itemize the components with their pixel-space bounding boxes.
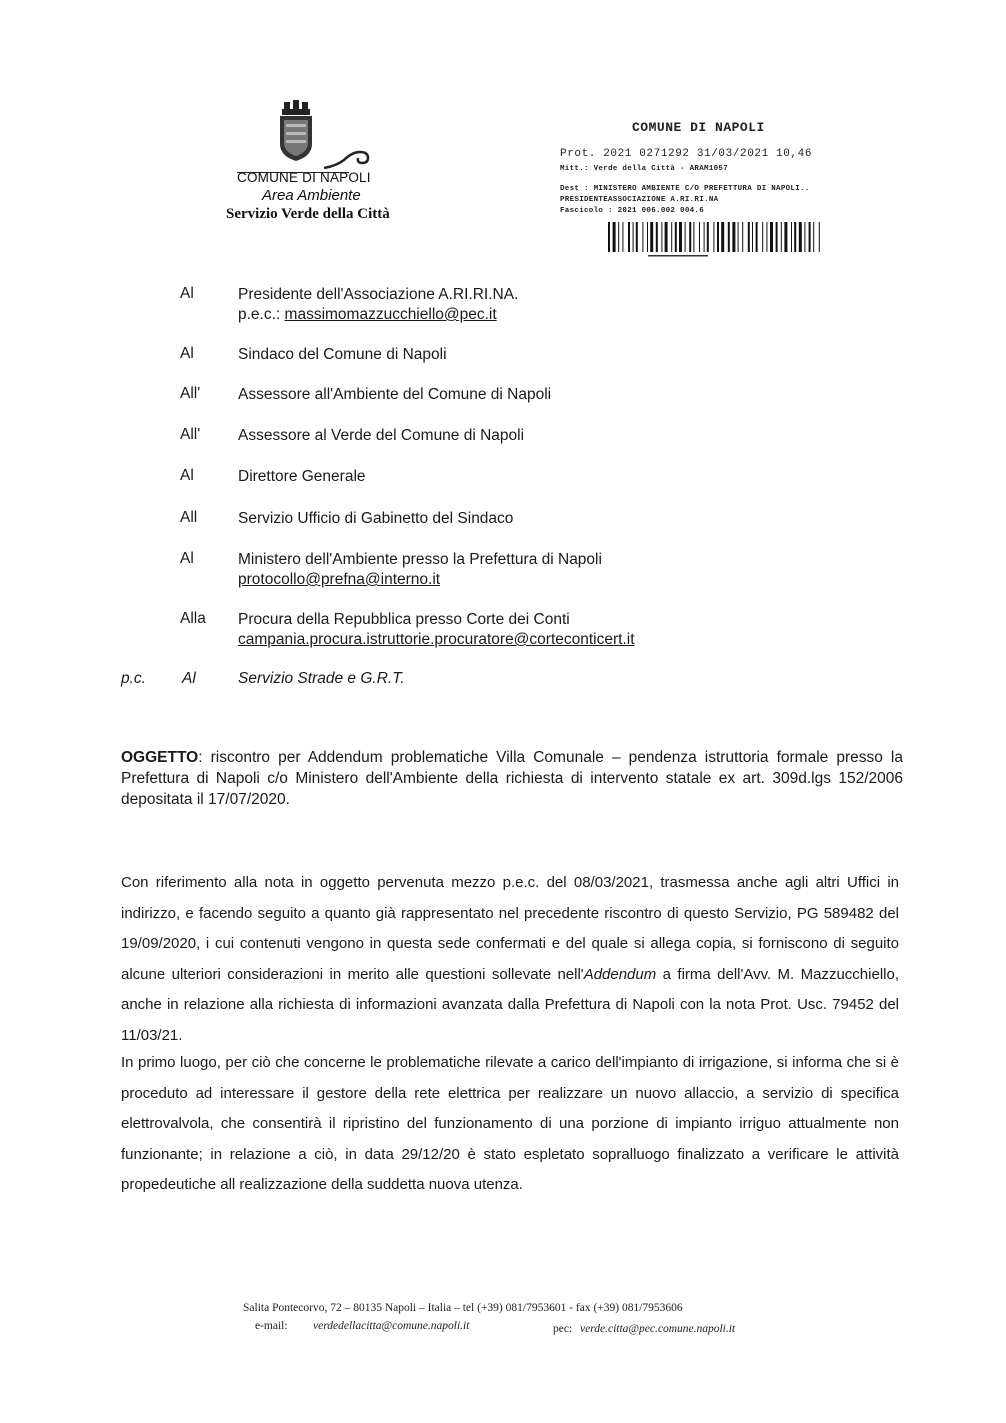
letterhead-servizio: Servizio Verde della Città	[226, 206, 390, 222]
protocol-barcode	[608, 222, 822, 258]
recipient-name: Servizio Ufficio di Gabinetto del Sindaco	[238, 510, 514, 527]
body-paragraph: In primo luogo, per ciò che concerne le problematiche rilevate a carico dell'impianto di irrigazione, si informa che si è proceduto ad interessare il gestore della rete elettrica per realizzare un nuovo allaccio, a servizio di specifica elettrovalvola, che consentirà il ripristino del funzionamento di una porzione di impianto irriguo attualmente non funzionante; in relazione a ciò, in data 29/12/20 è stato espletato sopralluogo finalizzato a verificare le attività propedeutiche all realizzazione della suddetta nuova utenza.	[121, 1054, 899, 1194]
subject-label: OGGETTO	[121, 749, 199, 766]
stamp-fascicolo-line: Fascicolo : 2021 006.002 004.6	[560, 207, 705, 215]
recipient-pec-link[interactable]: massimomazzucchiello@pec.it	[284, 306, 497, 323]
recipient-email-link[interactable]: campania.procura.istruttorie.procuratore@corteconticert.it	[238, 631, 635, 648]
barcode-bar	[618, 222, 619, 252]
recipient-name: Ministero dell'Ambiente presso la Prefettura di Napoli	[238, 551, 602, 568]
recipient-prefix: Alla	[180, 610, 206, 627]
stamp-protocol-line: Prot. 2021 0271292 31/03/2021 10,46	[560, 148, 813, 160]
recipient-block	[238, 550, 602, 590]
barcode-bar	[704, 222, 705, 252]
barcode-bar	[799, 222, 802, 252]
recipient-name: Assessore all'Ambiente del Comune di Napoli	[238, 386, 552, 403]
recipient-name: Presidente dell'Associazione A.RI.RI.NA.	[238, 286, 519, 303]
barcode-bar	[689, 222, 691, 252]
body-italic-text: Addendum	[583, 965, 657, 983]
barcode-bar	[642, 222, 643, 252]
barcode-bar	[742, 222, 743, 252]
barcode-bar	[781, 222, 782, 252]
footer-address: Salita Pontecorvo, 72 – 80135 Napoli – Italia – tel (+39) 081/7953601 - fax (+39) 081/7953606	[243, 1302, 683, 1314]
barcode-bar	[707, 222, 709, 252]
recipient-prefix: All	[180, 509, 198, 526]
stamp-dest-line: Dest : MINISTERO AMBIENTE C/O PREFETTURA DI NAPOLI..	[560, 185, 810, 193]
comune-crest-logo	[274, 100, 318, 162]
barcode-bar	[656, 222, 658, 252]
barcode-bar	[650, 222, 653, 252]
letterhead-comune: COMUNE DI NAPOLI	[237, 170, 371, 185]
pc-recipient: Servizio Strade e G.R.T.	[238, 670, 405, 687]
footer-pec-label: pec:	[553, 1323, 573, 1335]
barcode-bar	[791, 222, 792, 252]
pc-label: p.c.	[121, 670, 146, 687]
barcode-bar	[693, 222, 694, 252]
barcode-bar	[699, 222, 700, 252]
body-text: a firma dell'Avv. M. Mazzucchiello, anche in relazione alla richiesta di informazioni avanzata dalla Prefettura di Napoli con la nota Prot. Usc. 79452 del 11/03/21.	[121, 965, 899, 1044]
barcode-bar	[713, 222, 714, 252]
body-paragraph	[121, 868, 899, 1052]
barcode-bar	[685, 222, 686, 252]
barcode-bar	[628, 222, 630, 252]
barcode-bar	[804, 222, 805, 252]
recipient-name: Procura della Repubblica presso Corte dei Conti	[238, 611, 570, 628]
recipient-prefix: All'	[180, 426, 201, 443]
recipient-prefix: Al	[180, 285, 194, 302]
barcode-bar	[728, 222, 730, 252]
recipient-name: Sindaco del Comune di Napoli	[238, 346, 447, 363]
letterhead-area: Area Ambiente	[262, 187, 361, 204]
recipient-block	[238, 285, 518, 325]
barcode-bar	[813, 222, 814, 252]
barcode-bar	[809, 222, 811, 252]
barcode-bar	[613, 222, 616, 252]
recipient-email-link[interactable]: protocollo@prefna@interno.it	[238, 571, 441, 588]
barcode-bar	[717, 222, 719, 252]
barcode-bar	[665, 222, 668, 252]
wave-emblem-icon	[322, 146, 372, 170]
barcode-underline	[648, 255, 708, 257]
barcode-bar	[784, 222, 787, 252]
footer-pec[interactable]: verde.citta@pec.comune.napoli.it	[580, 1323, 736, 1335]
recipient-name: Assessore al Verde del Comune di Napoli	[238, 427, 525, 444]
recipient-prefix: Al	[180, 345, 194, 362]
barcode-bar	[671, 222, 672, 252]
barcode-bar	[748, 222, 750, 252]
stamp-dest-line-2: PRESIDENTEASSOCIAZIONE A.RI.RI.NA	[560, 196, 719, 204]
barcode-bar	[762, 222, 763, 252]
recipient-prefix: Al	[180, 467, 194, 484]
barcode-bar	[732, 222, 735, 252]
recipient-pec-line	[238, 305, 518, 325]
stamp-sender-line: Mitt.: Verde della Città - ARAM1057	[560, 165, 729, 173]
recipient-name: Direttore Generale	[238, 468, 366, 485]
barcode-bar	[770, 222, 773, 252]
barcode-bar	[756, 222, 758, 252]
body-text: Con riferimento alla nota in oggetto pervenuta mezzo p.e.c. del 08/03/2021, trasmessa anche agli altri Uffici in indirizzo, e facendo seguito a quanto già rappresentato nel precedente riscontro di questo Servizio, PG 589482 del 19/09/2020, i cui contenuti vengono in questa sede confermati e del quale si allega copia, si forniscono di seguito alcune ulteriori considerazioni in merito alle questioni sollevate nell'	[121, 874, 899, 983]
barcode-bar	[819, 222, 820, 252]
barcode-bar	[752, 222, 753, 252]
barcode-bar	[794, 222, 796, 252]
barcode-bar	[766, 222, 767, 252]
stamp-title: COMUNE DI NAPOLI	[632, 120, 765, 135]
footer-email-label: e-mail:	[255, 1320, 288, 1332]
barcode-bar	[647, 222, 648, 252]
barcode-bar	[776, 222, 778, 252]
subject-block	[121, 747, 903, 810]
barcode-bar	[608, 222, 610, 252]
recipient-block	[238, 610, 635, 650]
pec-label: p.e.c.:	[238, 306, 285, 323]
barcode-bar	[738, 222, 739, 252]
barcode-bar	[661, 222, 662, 252]
pc-prefix: Al	[182, 670, 196, 687]
footer-email[interactable]: verdedellacitta@comune.napoli.it	[313, 1320, 470, 1332]
barcode-bar	[721, 222, 724, 252]
recipient-prefix: All'	[180, 385, 201, 402]
barcode-bar	[622, 222, 623, 252]
barcode-bar	[679, 222, 682, 252]
barcode-bar	[636, 222, 638, 252]
subject-text: : riscontro per Addendum problematiche Villa Comunale – pendenza istruttoria formale presso la Prefettura di Napoli c/o Ministero dell'Ambiente della richiesta di intervento statale ex art. 309d.lgs 152/2006 depositata il 17/07/2020.	[121, 749, 903, 808]
barcode-bar	[633, 222, 634, 252]
barcode-bar	[675, 222, 677, 252]
recipient-prefix: Al	[180, 550, 194, 567]
